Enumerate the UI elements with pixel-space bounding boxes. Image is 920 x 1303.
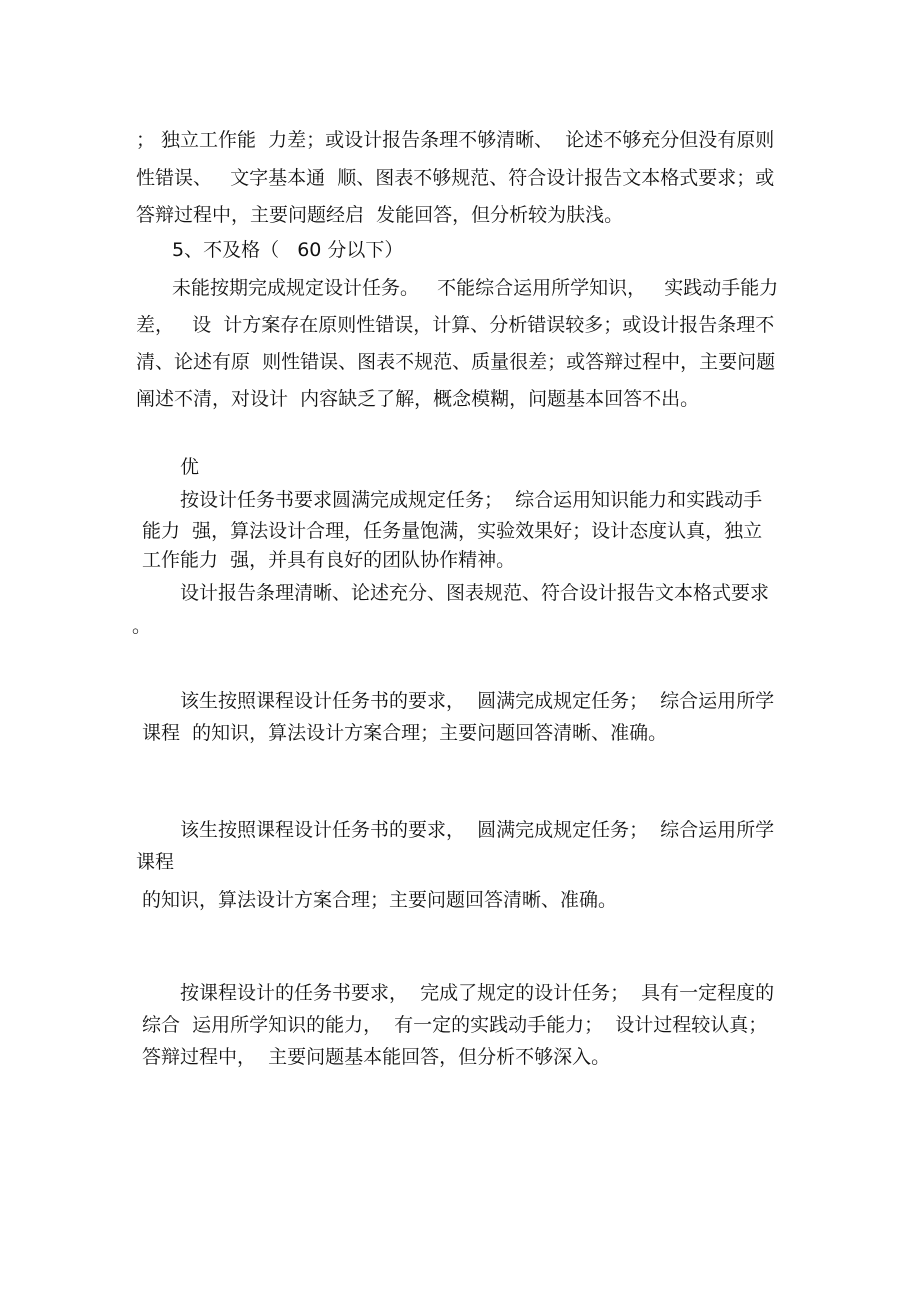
text-line-11: 工作能力 强，并具有良好的团队协作精神。	[142, 549, 516, 571]
grade-heading: 优	[180, 456, 200, 478]
text-line-1: ； 独立工作能 力差；或设计报告条理不够清晰、 论述不够充分但没有原则	[136, 129, 775, 151]
text-line-5: 未能按期完成规定设计任务。 不能综合运用所学知识， 实践动手能力	[172, 277, 779, 299]
text-line-13: 。	[132, 615, 152, 637]
text-line-3: 答辩过程中，主要问题经启 发能回答，但分析较为肤浅。	[136, 204, 624, 226]
text-line-15: 课程 的知识，算法设计方案合理；主要问题回答清晰、准确。	[142, 722, 668, 744]
text-line-9: 按设计任务书要求圆满完成规定任务； 综合运用知识能力和实践动手	[180, 489, 763, 511]
text-line-7: 清、论述有原 则性错误、图表不规范、质量很差；或答辩过程中，主要问题	[136, 351, 776, 373]
text-line-12: 设计报告条理清晰、论述充分、图表规范、符合设计报告文本格式要求	[180, 582, 770, 604]
text-line-21: 答辩过程中， 主要问题基本能回答，但分析不够深入。	[142, 1046, 611, 1068]
text-line-8: 阐述不清，对设计 内容缺乏了解，概念模糊，问题基本回答不出。	[136, 388, 700, 410]
text-line-17: 课程	[136, 851, 175, 873]
text-line-10: 能力 强，算法设计合理，任务量饱满，实验效果好；设计态度认真，独立	[142, 520, 763, 542]
text-line-19: 按课程设计的任务书要求， 完成了规定的设计任务； 具有一定程度的	[180, 982, 775, 1004]
text-line-14: 该生按照课程设计任务书的要求， 圆满完成规定任务； 综合运用所学	[180, 690, 775, 712]
text-line-18: 的知识，算法设计方案合理；主要问题回答清晰、准确。	[142, 889, 618, 911]
text-line-2: 性错误、 文字基本通 顺、图表不够规范、符合设计报告文本格式要求；或	[136, 167, 775, 189]
text-line-4: 5、不及格（ 60 分以下）	[172, 239, 404, 261]
text-line-6: 差， 设 计方案存在原则性错误，计算、分析错误较多；或设计报告条理不	[136, 314, 775, 336]
text-line-16: 该生按照课程设计任务书的要求， 圆满完成规定任务； 综合运用所学	[180, 819, 775, 841]
text-line-20: 综合 运用所学知识的能力， 有一定的实践动手能力； 设计过程较认真；	[142, 1014, 768, 1036]
